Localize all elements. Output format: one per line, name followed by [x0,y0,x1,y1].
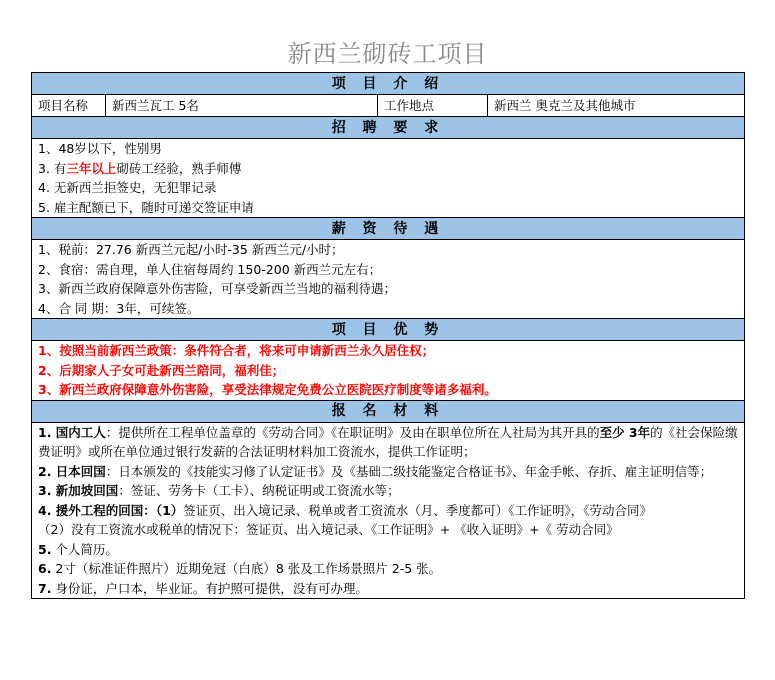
section-header-requirements: 招 聘 要 求 [32,117,745,139]
section-header-pay: 薪 资 待 遇 [32,218,745,240]
material-item: 1. 国内工人：提供所在工程单位盖章的《劳动合同》《在职证明》及由在职单位所在人社局为其开具的至少 3年的《社会保险缴费证明》或所在单位通过银行发薪的合法证明材料加工资流水，提供工作证明； [38,424,738,459]
requirement-item: 5. 雇主配额已下，随时可递交签证申请 [38,199,254,215]
highlight-text: 三年以上 [66,160,117,176]
material-item: 2. 日本回国：日本颁发的《技能实习修了认定证书》及《基础二级技能鉴定合格证书》、年金手帐、存折、雇主证明信等； [38,463,713,479]
pay-item: 2、食宿：需自理，单人住宿每周约 150-200 新西兰元左右； [38,261,382,277]
advantages-list [32,341,745,401]
material-item: 5. 个人简历。 [38,541,118,557]
material-item: 3. 新加坡回国：签证、劳务卡（工卡）、纳税证明或工资流水等； [38,483,400,498]
work-location-label: 工作地点 [378,95,488,117]
project-table [31,72,745,599]
requirement-item: 4. 无新西兰拒签史，无犯罪记录 [38,180,217,195]
project-name-label: 项目名称 [32,95,106,117]
section-header-advantages: 项 目 优 势 [32,319,745,341]
material-item: （2）没有工资流水或税单的情况下：签证页、出入境记录、《工作证明》+ 《收入证明》+《 劳动合同》 [38,522,619,537]
requirement-item: 3. 有三年以上砌砖工经验，熟手师傅 [38,160,242,176]
materials-list [32,422,745,599]
material-item: 6. 2寸（标准证件照片）近期免冠（白底）8 张及工作场景照片 2-5 张。 [38,561,442,576]
requirements-list [32,139,745,218]
advantage-item: 3、新西兰政府保障意外伤害险，享受法律规定免费公立医院医疗制度等诸多福利。 [38,382,497,397]
section-header-intro: 项 目 介 绍 [32,73,745,95]
section-header-materials: 报 名 材 料 [32,400,745,422]
material-item: 4. 援外工程的回国：（1）签证页、出入境记录、税单或者工资流水（月、季度都可）《工作证明》，《劳动合同》 [38,502,653,518]
advantage-item: 2、后期家人子女可赴新西兰陪同，福利佳； [38,362,285,378]
pay-list [32,240,745,319]
work-location-value: 新西兰 奥克兰及其他城市 [488,95,745,117]
requirement-item: 1、48岁以下，性别男 [38,141,162,156]
pay-item: 4、合 同 期：3年，可续签。 [38,300,200,316]
pay-item: 3、新西兰政府保障意外伤害险，可享受新西兰当地的福利待遇； [38,281,396,296]
page-title: 新西兰砌砖工项目 [287,40,488,68]
project-name-value: 新西兰瓦工 5名 [106,95,378,117]
pay-item: 1、税前：27.76 新西兰元起/小时-35 新西兰元/小时； [38,242,344,257]
material-item: 7. 身份证，户口本，毕业证。有护照可提供，没有可办理。 [38,580,368,596]
advantage-item: 1、按照当前新西兰政策：条件符合者，将来可申请新西兰永久居住权； [38,343,435,358]
